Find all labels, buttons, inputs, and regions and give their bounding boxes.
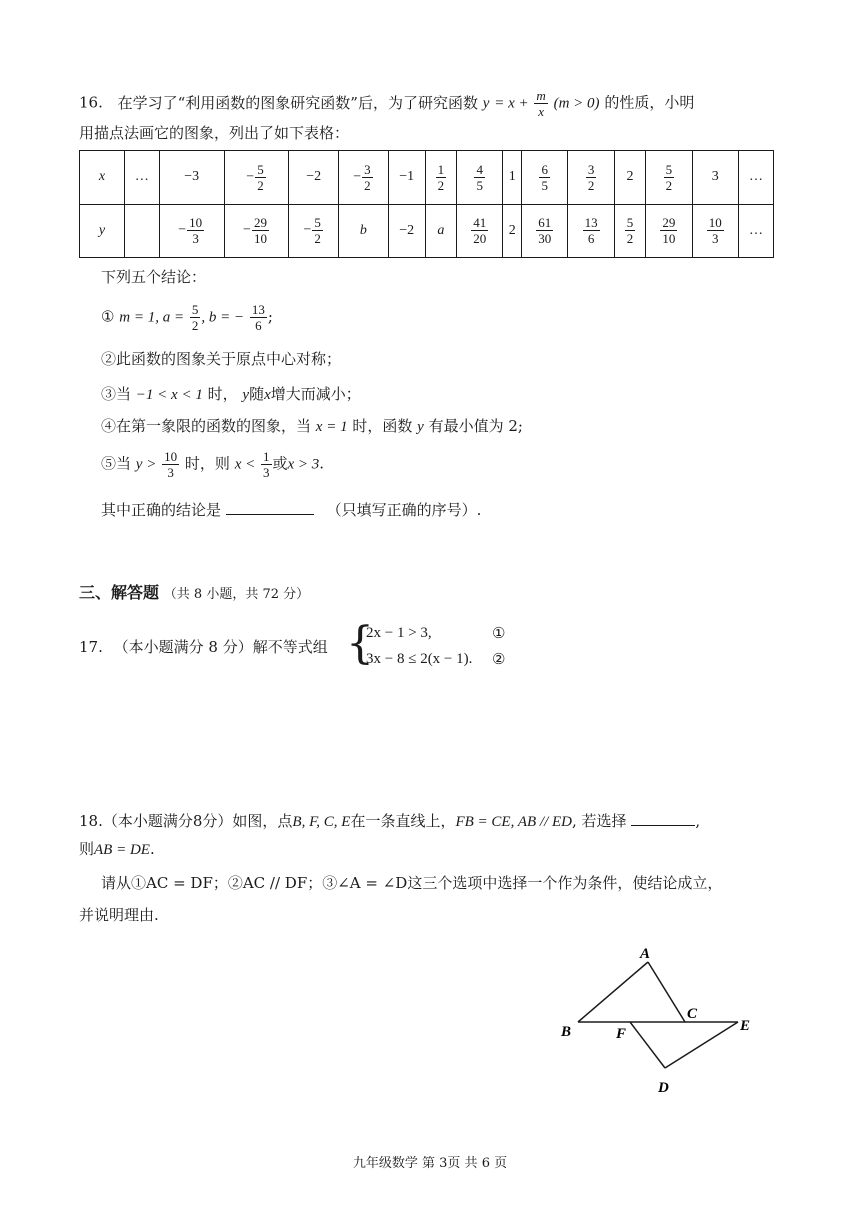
conclusions-intro: 下列五个结论： bbox=[101, 268, 207, 286]
table-header-y: y bbox=[80, 204, 125, 258]
segment-de bbox=[665, 1022, 738, 1068]
table-y-cell: 2 bbox=[503, 204, 522, 258]
table-x-cell bbox=[646, 151, 692, 205]
q16-number: 16. bbox=[79, 93, 103, 112]
fraction bbox=[625, 215, 636, 246]
fraction bbox=[583, 215, 600, 246]
frac-den: 2 bbox=[437, 177, 445, 193]
q16-answer-post: （只填写正确的序号）. bbox=[326, 501, 482, 519]
fraction bbox=[436, 162, 447, 193]
frac-num: 41 bbox=[473, 215, 487, 231]
conclusion-4-mid: 时，函数 bbox=[352, 417, 413, 435]
fraction bbox=[187, 215, 204, 246]
conclusion-5-or: 或 bbox=[272, 454, 288, 473]
q16-line2: 用描点法画它的图象，列出了如下表格： bbox=[79, 124, 350, 142]
q18-line2-pre: 则 bbox=[79, 840, 95, 858]
q18-line2-end: . bbox=[149, 840, 155, 858]
frac-den: 5 bbox=[541, 177, 548, 193]
table-y-cell: … bbox=[739, 204, 774, 258]
fraction bbox=[707, 215, 724, 246]
q16-answer-pre: 其中正确的结论是 bbox=[101, 501, 222, 519]
fraction bbox=[660, 215, 677, 246]
fraction bbox=[536, 215, 553, 246]
q16-answer-line bbox=[101, 499, 481, 521]
q16-func-frac bbox=[534, 88, 547, 119]
section-3-heading bbox=[79, 582, 309, 606]
table-x-cell bbox=[457, 151, 503, 205]
frac-num: 1 bbox=[437, 161, 445, 177]
conclusion-4-pre: ④在第一象限的函数的图象，当 bbox=[101, 417, 312, 435]
conclusion-5-xlt: x < bbox=[234, 456, 256, 473]
fraction bbox=[474, 162, 485, 193]
q16-func-eq: = x + bbox=[494, 95, 529, 112]
label-b: B bbox=[561, 1024, 572, 1040]
conclusion-3 bbox=[101, 383, 361, 406]
q16-func-x: x bbox=[538, 104, 544, 119]
q16-func-y: y bbox=[482, 95, 490, 112]
q16-func-m: m bbox=[536, 88, 546, 103]
frac-den: 3 bbox=[167, 465, 174, 480]
table-x-cell: … bbox=[125, 151, 160, 205]
conclusion-3-t2: 增大而减小； bbox=[270, 385, 361, 403]
frac-den: 2 bbox=[665, 177, 673, 193]
label-c: C bbox=[687, 1006, 698, 1022]
table-x-cell: 3 bbox=[692, 151, 738, 205]
q17-ineq-2: 3x − 8 ≤ 2(x − 1). bbox=[366, 651, 473, 667]
frac-num: 29 bbox=[253, 215, 267, 231]
conclusion-1-mark: ① bbox=[101, 307, 115, 326]
frac-num: 5 bbox=[191, 302, 199, 317]
table-row-x bbox=[80, 151, 774, 205]
frac-num: 5 bbox=[626, 215, 634, 231]
conclusion-4 bbox=[101, 415, 523, 438]
conclusion-3-mid: 时， bbox=[207, 385, 238, 403]
frac-den: 2 bbox=[314, 231, 321, 247]
segment-ac bbox=[648, 962, 685, 1022]
frac-den: 3 bbox=[263, 465, 270, 480]
frac-den: 2 bbox=[626, 231, 634, 247]
section-3-sub: （共 8 小题，共 72 分） bbox=[163, 587, 310, 602]
q18-line1-mid: 在一条直线上， bbox=[350, 812, 456, 830]
frac-num: 4 bbox=[476, 161, 483, 177]
q17-stem bbox=[79, 636, 328, 658]
conclusion-3-pre: ③当 bbox=[101, 385, 132, 403]
page-footer: 九年级数学 第 3页 共 6 页 bbox=[352, 1156, 508, 1171]
table-y-cell bbox=[521, 204, 567, 258]
table-y-cell bbox=[568, 204, 614, 258]
q18-line1 bbox=[79, 810, 700, 833]
fraction bbox=[362, 162, 373, 193]
frac-den: 6 bbox=[587, 231, 595, 247]
table-x-cell bbox=[425, 151, 456, 205]
table-y-cell: −2 bbox=[388, 204, 425, 258]
frac-num: 1 bbox=[263, 449, 270, 464]
table-x-cell: −2 bbox=[289, 151, 339, 205]
frac-den: 6 bbox=[255, 318, 262, 333]
table-x-cell: 1 bbox=[503, 151, 522, 205]
conclusion-5-frac2 bbox=[261, 449, 272, 480]
minus-sign: − bbox=[303, 222, 312, 238]
frac-den: 20 bbox=[473, 231, 487, 247]
conclusion-1-meq: m = 1, a = bbox=[119, 309, 185, 326]
label-e: E bbox=[740, 1018, 751, 1034]
conclusion-1-b-frac bbox=[250, 302, 267, 333]
conclusion-5-frac1 bbox=[162, 449, 179, 480]
frac-den: 10 bbox=[253, 231, 267, 247]
q17-brace: { bbox=[346, 618, 374, 669]
frac-num: 13 bbox=[251, 302, 265, 317]
table-x-cell: … bbox=[739, 151, 774, 205]
q18-line2-math: AB = DE bbox=[94, 842, 150, 858]
conclusion-5-ygt: y > bbox=[135, 456, 157, 473]
minus-sign: − bbox=[243, 222, 251, 238]
conclusion-5 bbox=[101, 449, 324, 480]
frac-num: 5 bbox=[314, 215, 321, 231]
conclusion-2: ②此函数的图象关于原点中心对称； bbox=[101, 350, 342, 368]
fraction bbox=[312, 215, 323, 246]
conclusion-5-xgt: x > 3 bbox=[287, 456, 320, 473]
q17-mark-2: ② bbox=[492, 650, 506, 668]
table-row-y bbox=[80, 204, 774, 258]
frac-den: 30 bbox=[538, 231, 552, 247]
conclusion-4-cond: x = 1 bbox=[315, 419, 348, 435]
frac-den: 2 bbox=[257, 177, 264, 193]
frac-num: 6 bbox=[541, 161, 548, 177]
table-y-cell bbox=[224, 204, 289, 258]
fraction bbox=[586, 162, 597, 193]
label-d: D bbox=[658, 1080, 669, 1096]
table-y-cell bbox=[646, 204, 692, 258]
conclusion-1-end: ; bbox=[267, 307, 273, 326]
q18-condition: FB = CE, AB // ED bbox=[455, 814, 572, 830]
q17-text: （本小题满分 8 分）解不等式组 bbox=[113, 638, 328, 656]
q17-number: 17. bbox=[79, 638, 103, 656]
conclusion-1-beq: , b = − bbox=[201, 309, 245, 326]
frac-den: 3 bbox=[192, 231, 199, 247]
frac-den: 3 bbox=[712, 231, 719, 247]
section-3-title: 三、解答题 bbox=[79, 583, 160, 602]
q18-line1-end: , bbox=[695, 812, 701, 830]
frac-den: 2 bbox=[191, 318, 199, 333]
table-x-cell: 2 bbox=[614, 151, 645, 205]
frac-num: 10 bbox=[708, 215, 722, 231]
frac-num: 13 bbox=[584, 215, 598, 231]
frac-num: 29 bbox=[662, 215, 676, 231]
frac-num: 3 bbox=[364, 161, 371, 177]
frac-den: 10 bbox=[662, 231, 676, 247]
q18-figure bbox=[550, 938, 770, 1098]
conclusion-3-cond: −1 < x < 1 bbox=[135, 387, 203, 403]
label-a: A bbox=[640, 946, 651, 962]
frac-den: 5 bbox=[476, 177, 483, 193]
table-y-cell bbox=[692, 204, 738, 258]
conclusion-5-pre: ⑤当 bbox=[101, 454, 132, 473]
q18-answer-blank[interactable] bbox=[631, 825, 695, 826]
q18-line1-post: , 若选择 bbox=[571, 812, 627, 830]
conclusion-5-end: . bbox=[319, 454, 325, 473]
q17-mark-1: ① bbox=[492, 624, 506, 642]
conclusion-4-y: y bbox=[417, 419, 424, 435]
fraction bbox=[252, 215, 269, 246]
conclusion-4-post: 有最小值为 2; bbox=[428, 417, 523, 435]
table-y-cell bbox=[159, 204, 224, 258]
fraction bbox=[471, 215, 488, 246]
q18-line2 bbox=[79, 838, 155, 861]
conclusion-3-x: x bbox=[264, 387, 271, 403]
q18-points: B, F, C, E bbox=[292, 814, 351, 830]
q16-answer-blank[interactable] bbox=[226, 514, 314, 515]
table-header-x: x bbox=[80, 151, 125, 205]
q16-intro: 在学习了“利用函数的图象研究函数”后，为了研究函数 bbox=[117, 93, 478, 112]
q17-ineq-1: 2x − 1 > 3, bbox=[366, 625, 432, 641]
frac-num: 61 bbox=[538, 215, 552, 231]
fraction bbox=[664, 162, 675, 193]
q16-intro-after: 的性质，小明 bbox=[604, 93, 695, 112]
value-table bbox=[79, 150, 774, 258]
segment-ab bbox=[578, 962, 648, 1022]
table-y-cell bbox=[457, 204, 503, 258]
table-x-cell bbox=[568, 151, 614, 205]
conclusion-5-mid: 时，则 bbox=[184, 454, 230, 473]
fraction bbox=[539, 162, 550, 193]
table-y-cell bbox=[614, 204, 645, 258]
q16-func-cond: (m > 0) bbox=[553, 95, 600, 112]
fraction bbox=[255, 162, 266, 193]
q18-line1-pre: 18.（本小题满分8分）如图，点 bbox=[79, 812, 293, 830]
frac-num: 5 bbox=[257, 161, 264, 177]
conclusion-1 bbox=[101, 302, 273, 333]
q16-line1 bbox=[79, 88, 694, 119]
conclusion-3-y: y bbox=[242, 387, 250, 403]
table-y-cell: b bbox=[339, 204, 389, 258]
table-y-cell bbox=[289, 204, 339, 258]
table-y-cell: a bbox=[425, 204, 456, 258]
minus-sign: − bbox=[246, 169, 255, 185]
table-x-cell bbox=[521, 151, 567, 205]
table-x-cell bbox=[339, 151, 389, 205]
q18-line3: 请从①AC = DF；②AC // DF；③∠A = ∠D这三个选项中选择一个作为条件，使结论成立， bbox=[101, 874, 723, 892]
table-x-cell: −3 bbox=[159, 151, 224, 205]
frac-num: 3 bbox=[587, 161, 595, 177]
table-y-cell bbox=[125, 204, 160, 258]
minus-sign: − bbox=[178, 222, 187, 238]
frac-num: 10 bbox=[164, 449, 178, 464]
conclusion-1-a-frac bbox=[190, 302, 201, 333]
conclusion-3-t1: 随 bbox=[249, 385, 265, 403]
frac-num: 10 bbox=[189, 215, 203, 231]
q18-line4: 并说明理由. bbox=[79, 906, 159, 924]
frac-num: 5 bbox=[665, 161, 673, 177]
segment-fd bbox=[630, 1022, 665, 1068]
frac-den: 2 bbox=[587, 177, 595, 193]
table-x-cell bbox=[224, 151, 289, 205]
label-f: F bbox=[616, 1026, 627, 1042]
minus-sign: − bbox=[353, 169, 362, 185]
frac-den: 2 bbox=[364, 177, 371, 193]
table-x-cell: −1 bbox=[388, 151, 425, 205]
